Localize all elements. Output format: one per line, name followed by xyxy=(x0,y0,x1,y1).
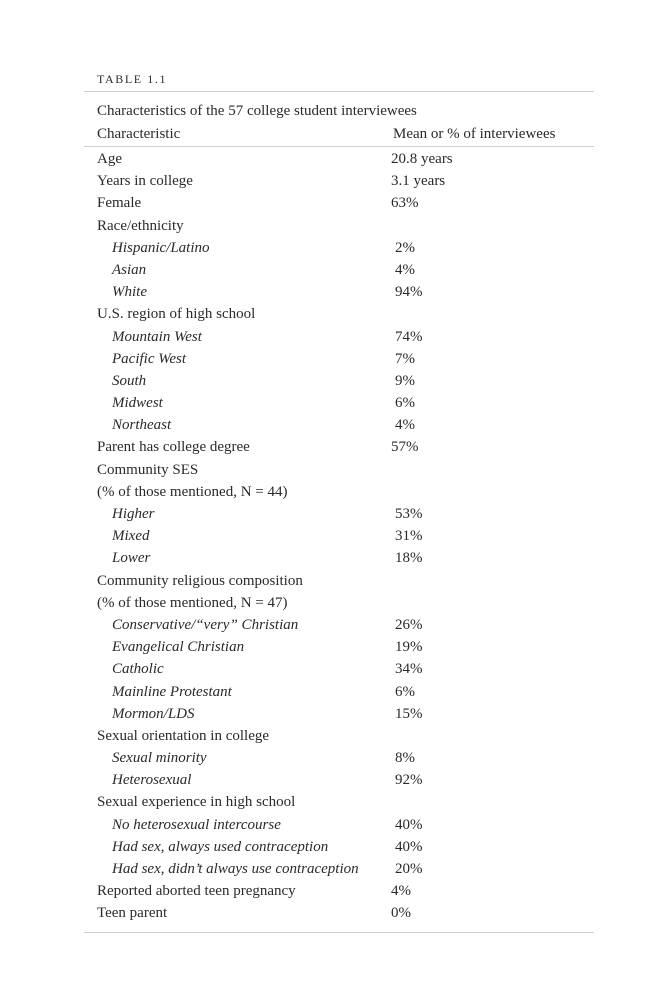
table-row xyxy=(97,747,594,769)
row-label: Reported aborted teen pregnancy xyxy=(97,883,296,900)
row-value: 7% xyxy=(395,350,415,367)
table-row xyxy=(97,791,594,813)
row-label: Conservative/“very” Christian xyxy=(112,616,299,633)
row-value: 63% xyxy=(391,195,419,212)
row-value: 3.1 years xyxy=(391,173,446,190)
row-value: 19% xyxy=(395,639,423,656)
table-row xyxy=(97,237,594,259)
table-row xyxy=(97,459,594,481)
table-label: TABLE 1.1 xyxy=(97,72,168,86)
table-row xyxy=(97,436,594,458)
row-label: Had sex, always used contraception xyxy=(112,838,329,855)
row-value: 74% xyxy=(395,328,423,345)
row-value: 40% xyxy=(395,816,423,833)
table-row xyxy=(97,636,594,658)
row-value: 18% xyxy=(395,550,423,567)
table-row xyxy=(97,681,594,703)
table-row xyxy=(97,570,594,592)
row-value: 9% xyxy=(395,372,415,389)
row-label: No heterosexual intercourse xyxy=(112,816,281,833)
row-label: Sexual experience in high school xyxy=(97,794,296,811)
row-label: Sexual orientation in college xyxy=(97,727,270,744)
row-label: Sexual minority xyxy=(112,750,207,767)
row-value: 4% xyxy=(395,417,415,434)
table-row xyxy=(97,836,594,858)
table-row xyxy=(97,326,594,348)
row-label: Higher xyxy=(112,506,155,522)
table-row xyxy=(97,414,594,436)
header-rule xyxy=(84,146,594,147)
row-label: Lower xyxy=(112,550,151,567)
row-value: 40% xyxy=(395,838,423,855)
row-value: 34% xyxy=(395,661,423,678)
table-row xyxy=(97,814,594,836)
header-value: Mean or % of interviewees xyxy=(393,126,556,142)
row-label: (% of those mentioned, N = 47) xyxy=(97,594,288,611)
table-row xyxy=(97,769,594,791)
table-row xyxy=(97,192,594,214)
table-row xyxy=(97,503,594,525)
row-label: Had sex, didn’t always use contraception xyxy=(112,861,359,877)
table-row xyxy=(97,703,594,725)
row-label: Northeast xyxy=(112,417,172,434)
table-row xyxy=(97,592,594,614)
row-label: Asian xyxy=(112,261,147,278)
row-label: Parent has college degree xyxy=(97,439,250,456)
row-label: Hispanic/Latino xyxy=(112,239,210,256)
row-value: 8% xyxy=(395,750,415,767)
table-row xyxy=(97,303,594,325)
row-label: Mormon/LDS xyxy=(112,705,195,722)
table-row xyxy=(97,547,594,569)
row-label: Evangelical Christian xyxy=(112,639,245,656)
row-value: 94% xyxy=(395,284,423,301)
table-caption: Characteristics of the 57 college student interviewees xyxy=(97,103,417,119)
row-label: (% of those mentioned, N = 44) xyxy=(97,483,288,500)
row-label: Mainline Protestant xyxy=(112,683,232,700)
header-characteristic: Characteristic xyxy=(97,126,181,142)
bottom-rule xyxy=(84,932,594,933)
table-row xyxy=(97,902,594,924)
row-value: 6% xyxy=(395,395,415,412)
table-row xyxy=(97,658,594,680)
row-value: 0% xyxy=(391,905,411,922)
row-label: Teen parent xyxy=(97,905,168,922)
row-value: 26% xyxy=(395,616,423,633)
row-label: Catholic xyxy=(112,661,164,678)
table-row xyxy=(97,281,594,303)
row-label: White xyxy=(112,284,147,301)
table-row xyxy=(97,259,594,281)
row-label: Mixed xyxy=(112,528,150,545)
row-label: South xyxy=(112,372,147,389)
row-value: 20.8 years xyxy=(391,151,453,167)
table-row xyxy=(97,215,594,237)
table-header-row xyxy=(97,126,594,143)
row-value: 4% xyxy=(391,883,411,900)
table-row xyxy=(97,170,594,192)
row-value: 4% xyxy=(395,261,415,278)
row-label: Mountain West xyxy=(112,328,202,345)
row-label: Pacific West xyxy=(112,350,187,367)
top-rule xyxy=(84,91,594,92)
row-value: 53% xyxy=(395,506,423,522)
row-label: Community religious composition xyxy=(97,572,303,589)
row-value: 20% xyxy=(395,861,423,877)
table-row xyxy=(97,725,594,747)
row-label: Heterosexual xyxy=(112,772,192,789)
table-row xyxy=(97,348,594,370)
row-label: Midwest xyxy=(112,395,163,412)
row-value: 15% xyxy=(395,705,423,722)
row-label: Age xyxy=(97,151,122,167)
table-row xyxy=(97,392,594,414)
row-label: Years in college xyxy=(97,173,193,190)
table-body xyxy=(97,148,594,925)
table-row xyxy=(97,148,594,170)
row-label: Female xyxy=(97,195,142,212)
table-row xyxy=(97,858,594,880)
row-label: U.S. region of high school xyxy=(97,306,256,323)
table-row xyxy=(97,481,594,503)
row-value: 6% xyxy=(395,683,415,700)
row-value: 31% xyxy=(395,528,423,545)
table-row xyxy=(97,880,594,902)
row-value: 57% xyxy=(391,439,419,456)
table-row xyxy=(97,525,594,547)
row-value: 2% xyxy=(395,239,415,256)
row-value: 92% xyxy=(395,772,423,789)
row-label: Race/ethnicity xyxy=(97,217,184,234)
row-label: Community SES xyxy=(97,461,199,478)
table-row xyxy=(97,614,594,636)
table-row xyxy=(97,370,594,392)
